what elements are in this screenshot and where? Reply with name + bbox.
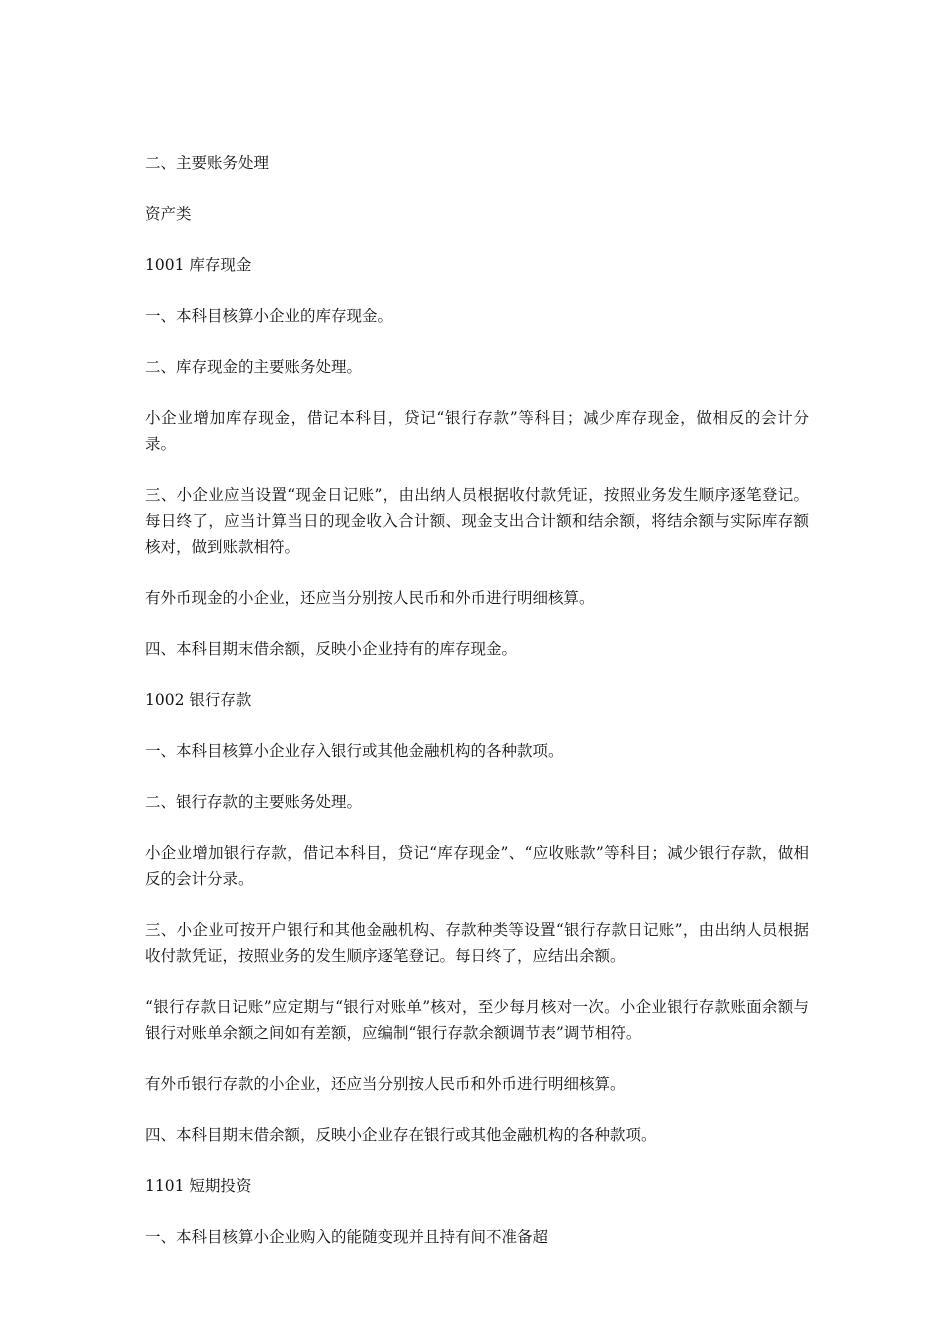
account-heading-1101: 1101 短期投资: [145, 1177, 252, 1195]
paragraph: 四、本科目期末借余额，反映小企业存在银行或其他金融机构的各种款项。: [145, 1126, 657, 1144]
paragraph: 二、银行存款的主要账务处理。: [145, 793, 363, 811]
paragraph: 三、小企业应当设置“现金日记账”，由出纳人员根据收付款凭证，按照业务发生顺序逐笔登记。每日终了，应当计算当日的现金收入合计额、现金支出合计额和结余额，将结余额与实际库存额核对，做到账款相符。: [145, 486, 809, 556]
paragraph: 二、库存现金的主要账务处理。: [145, 358, 363, 376]
paragraph: 一、本科目核算小企业存入银行或其他金融机构的各种款项。: [145, 742, 564, 760]
paragraph: 一、本科目核算小企业的库存现金。: [145, 307, 394, 325]
account-heading-1001: 1001 库存现金: [145, 256, 252, 274]
paragraph: 一、本科目核算小企业购入的能随变现并且持有间不准备超: [145, 1228, 549, 1246]
section-heading: 二、主要账务处理: [145, 154, 270, 172]
account-heading-1002: 1002 银行存款: [145, 691, 252, 709]
paragraph: 有外币现金的小企业，还应当分别按人民币和外币进行明细核算。: [145, 589, 595, 607]
category-heading: 资产类: [145, 205, 192, 223]
paragraph: “银行存款日记账”应定期与“银行对账单”核对，至少每月核对一次。小企业银行存款账面余额与银行对账单余额之间如有差额，应编制“银行存款余额调节表”调节相符。: [145, 998, 809, 1042]
paragraph: 有外币银行存款的小企业，还应当分别按人民币和外币进行明细核算。: [145, 1075, 626, 1093]
paragraph: 三、小企业可按开户银行和其他金融机构、存款种类等设置“银行存款日记账”，由出纳人员根据收付款凭证，按照业务的发生顺序逐笔登记。每日终了，应结出余额。: [145, 921, 809, 965]
paragraph: 小企业增加银行存款，借记本科目，贷记“库存现金”、“应收账款”等科目；减少银行存款，做相反的会计分录。: [145, 844, 809, 888]
paragraph: 小企业增加库存现金，借记本科目，贷记“银行存款”等科目；减少库存现金，做相反的会计分录。: [145, 409, 809, 453]
paragraph: 四、本科目期末借余额，反映小企业持有的库存现金。: [145, 640, 518, 658]
document-body: [145, 150, 809, 1250]
